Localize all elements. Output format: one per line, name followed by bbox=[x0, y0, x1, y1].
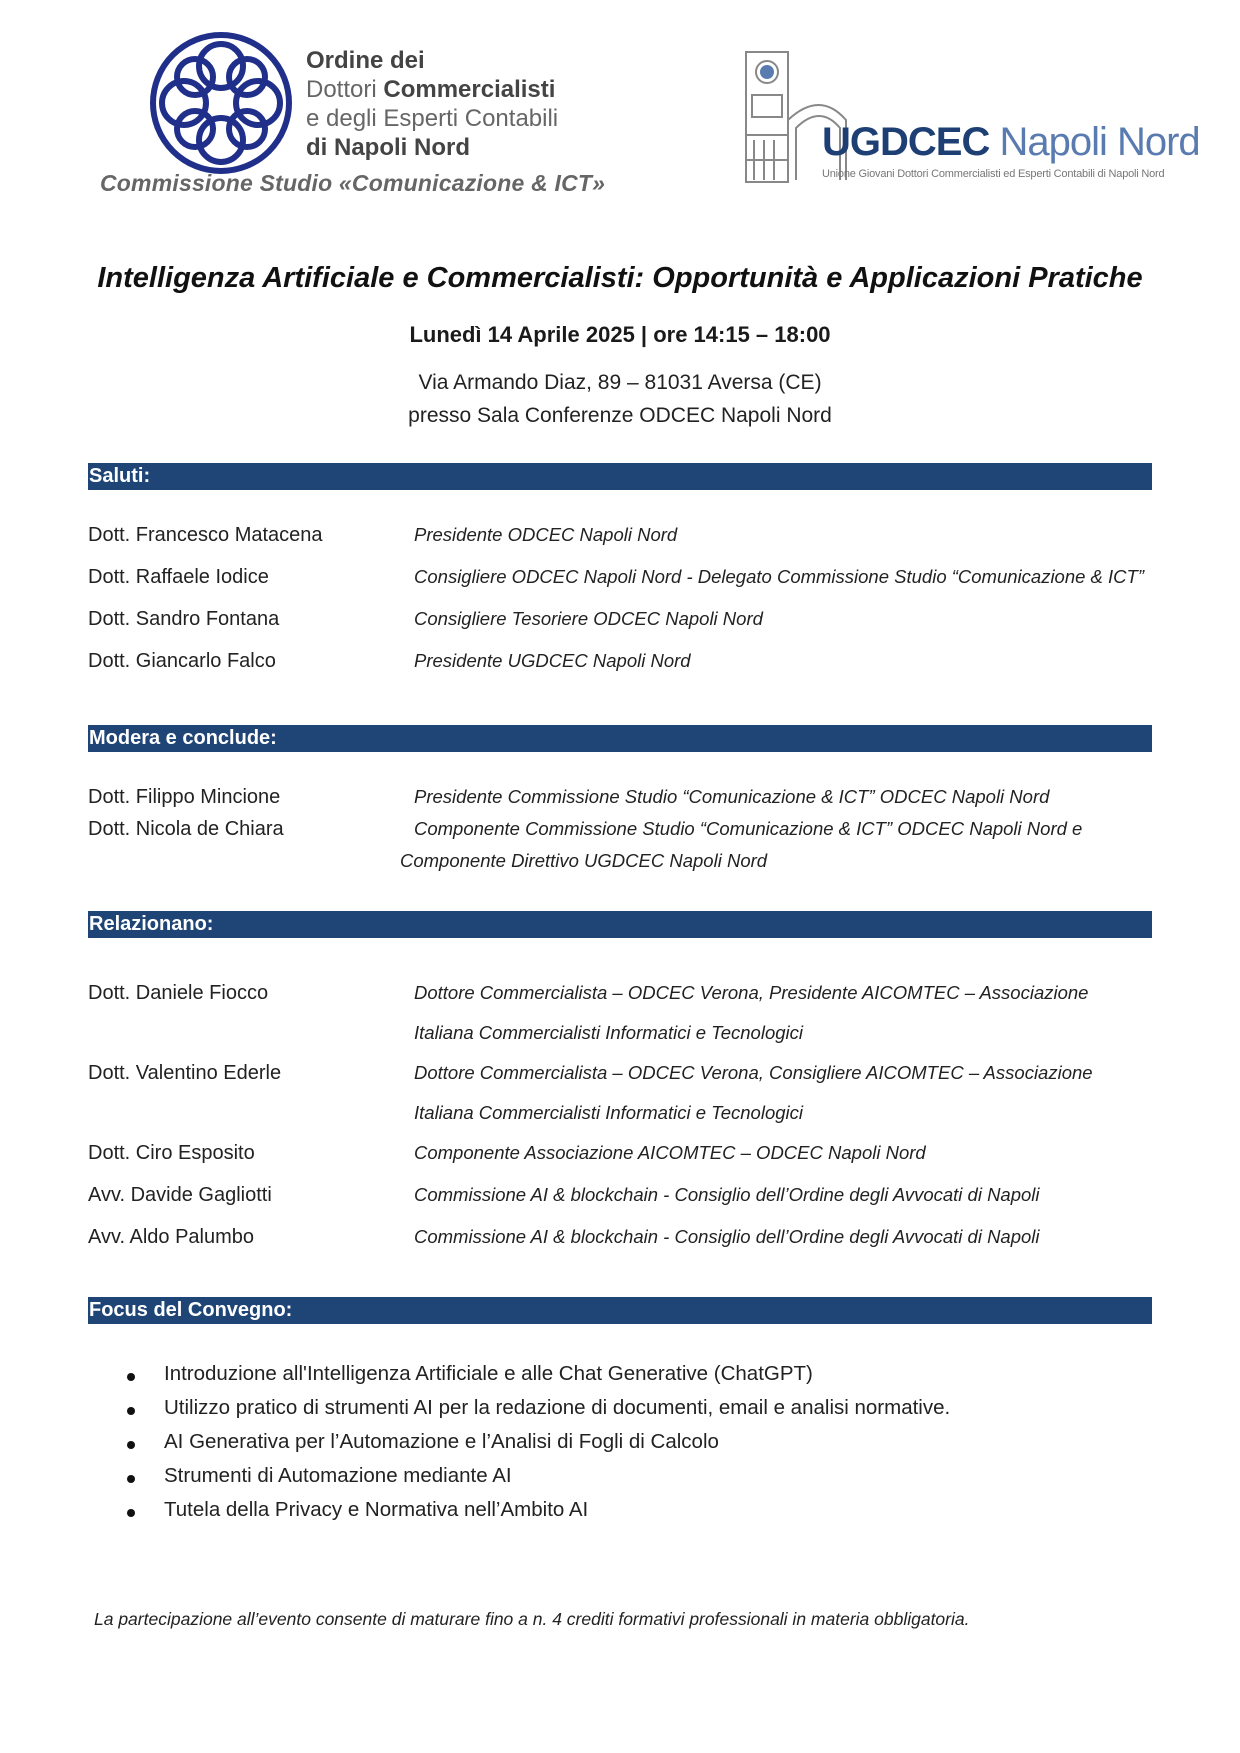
speaker-role: Dottore Commercialista – ODCEC Verona, Presidente AICOMTEC – Associazione bbox=[414, 982, 1089, 1003]
speaker-role: Commissione AI & blockchain - Consiglio dell’Ordine degli Avvocati di Napoli bbox=[414, 1184, 1040, 1205]
commission-name: Commissione Studio «Comunicazione & ICT» bbox=[100, 170, 606, 196]
speaker-name: Dott. Ciro Esposito bbox=[88, 1142, 255, 1164]
ugdcec-brand: UGDCEC Napoli Nord bbox=[822, 120, 1200, 164]
speaker-name: Dott. Nicola de Chiara bbox=[88, 818, 284, 840]
speaker-name: Dott. Francesco Matacena bbox=[88, 524, 323, 546]
speaker-role: Componente Associazione AICOMTEC – ODCEC Napoli Nord bbox=[414, 1142, 926, 1163]
speaker-role: Consigliere ODCEC Napoli Nord - Delegato Commissione Studio “Comunicazione & ICT” bbox=[414, 566, 1145, 587]
section-bar-relazionano: Relazionano: bbox=[88, 911, 1152, 938]
speaker-role-continued: Italiana Commercialisti Informatici e Tecnologici bbox=[414, 1102, 803, 1123]
speaker-role-continued: Italiana Commercialisti Informatici e Tecnologici bbox=[414, 1022, 803, 1043]
speaker-role: Presidente UGDCEC Napoli Nord bbox=[414, 650, 691, 671]
bullet-icon bbox=[127, 1509, 135, 1517]
bullet-icon bbox=[127, 1373, 135, 1381]
bullet-icon bbox=[127, 1407, 135, 1415]
speaker-role: Consigliere Tesoriere ODCEC Napoli Nord bbox=[414, 608, 763, 629]
speaker-row bbox=[88, 1062, 1158, 1092]
speaker-row bbox=[88, 650, 1158, 680]
speaker-row bbox=[88, 608, 1158, 638]
section-bar-modera: Modera e conclude: bbox=[88, 725, 1152, 752]
speaker-row bbox=[88, 1142, 1158, 1172]
odcec-logo bbox=[100, 24, 606, 214]
speaker-row bbox=[88, 786, 1158, 816]
odcec-name: Ordine dei Dottori Commercialisti e degli Esperti Contabili di Napoli Nord bbox=[306, 47, 559, 161]
ugdcec-subtitle: Unione Giovani Dottori Commercialisti ed Esperti Contabili di Napoli Nord bbox=[822, 168, 1165, 180]
speaker-name: Avv. Aldo Palumbo bbox=[88, 1226, 255, 1248]
speaker-name: Dott. Daniele Fiocco bbox=[88, 982, 269, 1004]
speaker-name: Dott. Sandro Fontana bbox=[88, 608, 280, 630]
speaker-name: Dott. Raffaele Iodice bbox=[88, 566, 269, 588]
event-title: Intelligenza Artificiale e Commercialisti: Opportunità e Applicazioni Pratiche bbox=[97, 262, 1143, 294]
speaker-name: Dott. Filippo Mincione bbox=[88, 786, 281, 808]
section-bar-saluti: Saluti: bbox=[88, 463, 1152, 490]
speaker-name: Avv. Davide Gagliotti bbox=[88, 1184, 272, 1206]
speaker-role: Presidente Commissione Studio “Comunicazione & ICT” ODCEC Napoli Nord bbox=[414, 786, 1050, 807]
speaker-role: Presidente ODCEC Napoli Nord bbox=[414, 524, 678, 545]
speaker-row bbox=[88, 566, 1158, 596]
speaker-row bbox=[88, 524, 1158, 554]
credits-note: La partecipazione all’evento consente di maturare fino a n. 4 crediti formativi professionali in materia obbligatoria. bbox=[94, 1609, 970, 1629]
speaker-role: Dottore Commercialista – ODCEC Verona, Consigliere AICOMTEC – Associazione bbox=[414, 1062, 1093, 1083]
speaker-name: Dott. Valentino Ederle bbox=[88, 1062, 282, 1084]
speaker-row bbox=[88, 818, 1158, 848]
speaker-role-continued: Componente Direttivo UGDCEC Napoli Nord bbox=[400, 850, 768, 871]
speaker-role: Componente Commissione Studio “Comunicazione & ICT” ODCEC Napoli Nord e bbox=[414, 818, 1083, 839]
speaker-row bbox=[88, 1184, 1158, 1214]
event-date: Lunedì 14 Aprile 2025 | ore 14:15 – 18:00 bbox=[409, 322, 831, 347]
odcec-knot-icon bbox=[146, 28, 296, 178]
event-address: Via Armando Diaz, 89 – 81031 Aversa (CE) presso Sala Conferenze ODCEC Napoli Nord bbox=[408, 371, 832, 427]
bullet-icon bbox=[127, 1475, 135, 1483]
section-bar-focus: Focus del Convegno: bbox=[88, 1297, 1152, 1324]
speaker-name: Dott. Giancarlo Falco bbox=[88, 650, 276, 672]
speaker-row bbox=[88, 1226, 1158, 1256]
bullet-icon bbox=[127, 1441, 135, 1449]
speaker-row bbox=[88, 982, 1158, 1012]
ugdcec-logo bbox=[740, 40, 1200, 190]
speaker-role: Commissione AI & blockchain - Consiglio dell’Ordine degli Avvocati di Napoli bbox=[414, 1226, 1040, 1247]
